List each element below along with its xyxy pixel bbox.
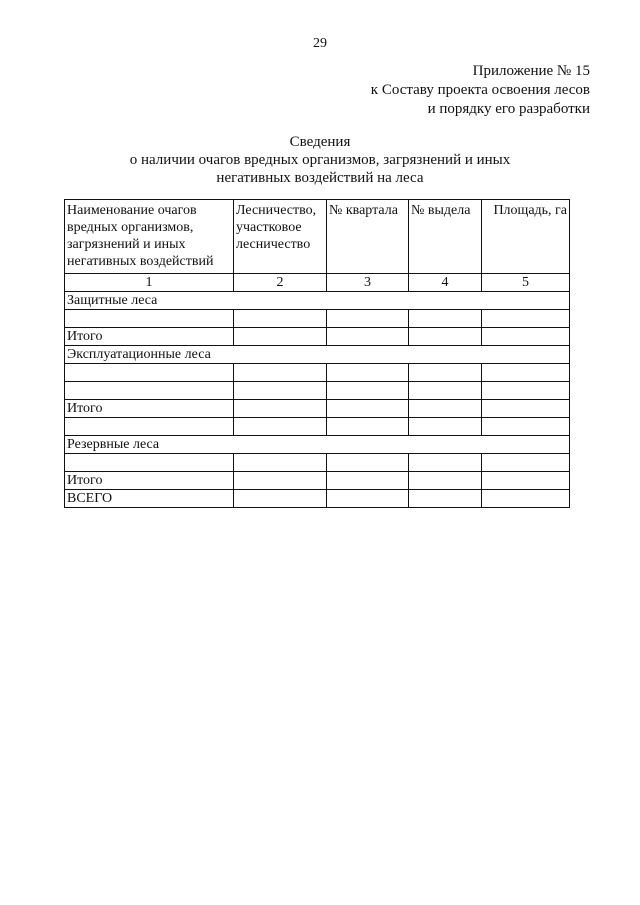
appendix-line-2: к Составу проекта освоения лесов <box>370 82 590 98</box>
column-number: 1 <box>65 274 234 292</box>
column-number-row <box>65 274 570 292</box>
total-label: Итого <box>65 472 234 490</box>
header-forestry: Лесничество, участковое лесничество <box>234 200 327 274</box>
grand-total-label: ВСЕГО <box>65 490 234 508</box>
total-row <box>65 472 570 490</box>
header-name-of-foci: Наименование очагов вредных организмов, загрязнений и иных негативных воздействий <box>65 200 234 274</box>
section-row-exploitation <box>65 346 570 364</box>
appendix-line-1: Приложение № 15 <box>472 63 590 79</box>
column-number: 5 <box>482 274 570 292</box>
header-allotment-number: № выдела <box>409 200 482 274</box>
header-quarter-number: № квартала <box>327 200 409 274</box>
column-number: 2 <box>234 274 327 292</box>
total-label: Итого <box>65 400 234 418</box>
total-row <box>65 400 570 418</box>
column-number: 3 <box>327 274 409 292</box>
table-row <box>65 382 570 400</box>
header-area: Площадь, га <box>482 200 570 274</box>
column-number: 4 <box>409 274 482 292</box>
document-title <box>0 133 640 187</box>
section-row-reserve <box>65 436 570 454</box>
table-row <box>65 418 570 436</box>
grand-total-row <box>65 490 570 508</box>
table-row <box>65 364 570 382</box>
total-row <box>65 328 570 346</box>
page-number: 29 <box>313 36 327 51</box>
section-label: Эксплуатационные леса <box>65 346 570 364</box>
table-header-row <box>65 200 570 274</box>
title-line-3: негативных воздействий на леса <box>216 170 424 186</box>
appendix-reference <box>371 62 590 119</box>
appendix-line-3: и порядку его разработки <box>427 101 590 117</box>
section-label: Защитные леса <box>65 292 570 310</box>
section-label: Резервные леса <box>65 436 570 454</box>
foci-table <box>64 199 570 508</box>
table-row <box>65 454 570 472</box>
table-row <box>65 310 570 328</box>
section-row-protective <box>65 292 570 310</box>
total-label: Итого <box>65 328 234 346</box>
title-line-1: Сведения <box>289 134 351 150</box>
title-line-2: о наличии очагов вредных организмов, загрязнений и иных <box>129 152 511 168</box>
